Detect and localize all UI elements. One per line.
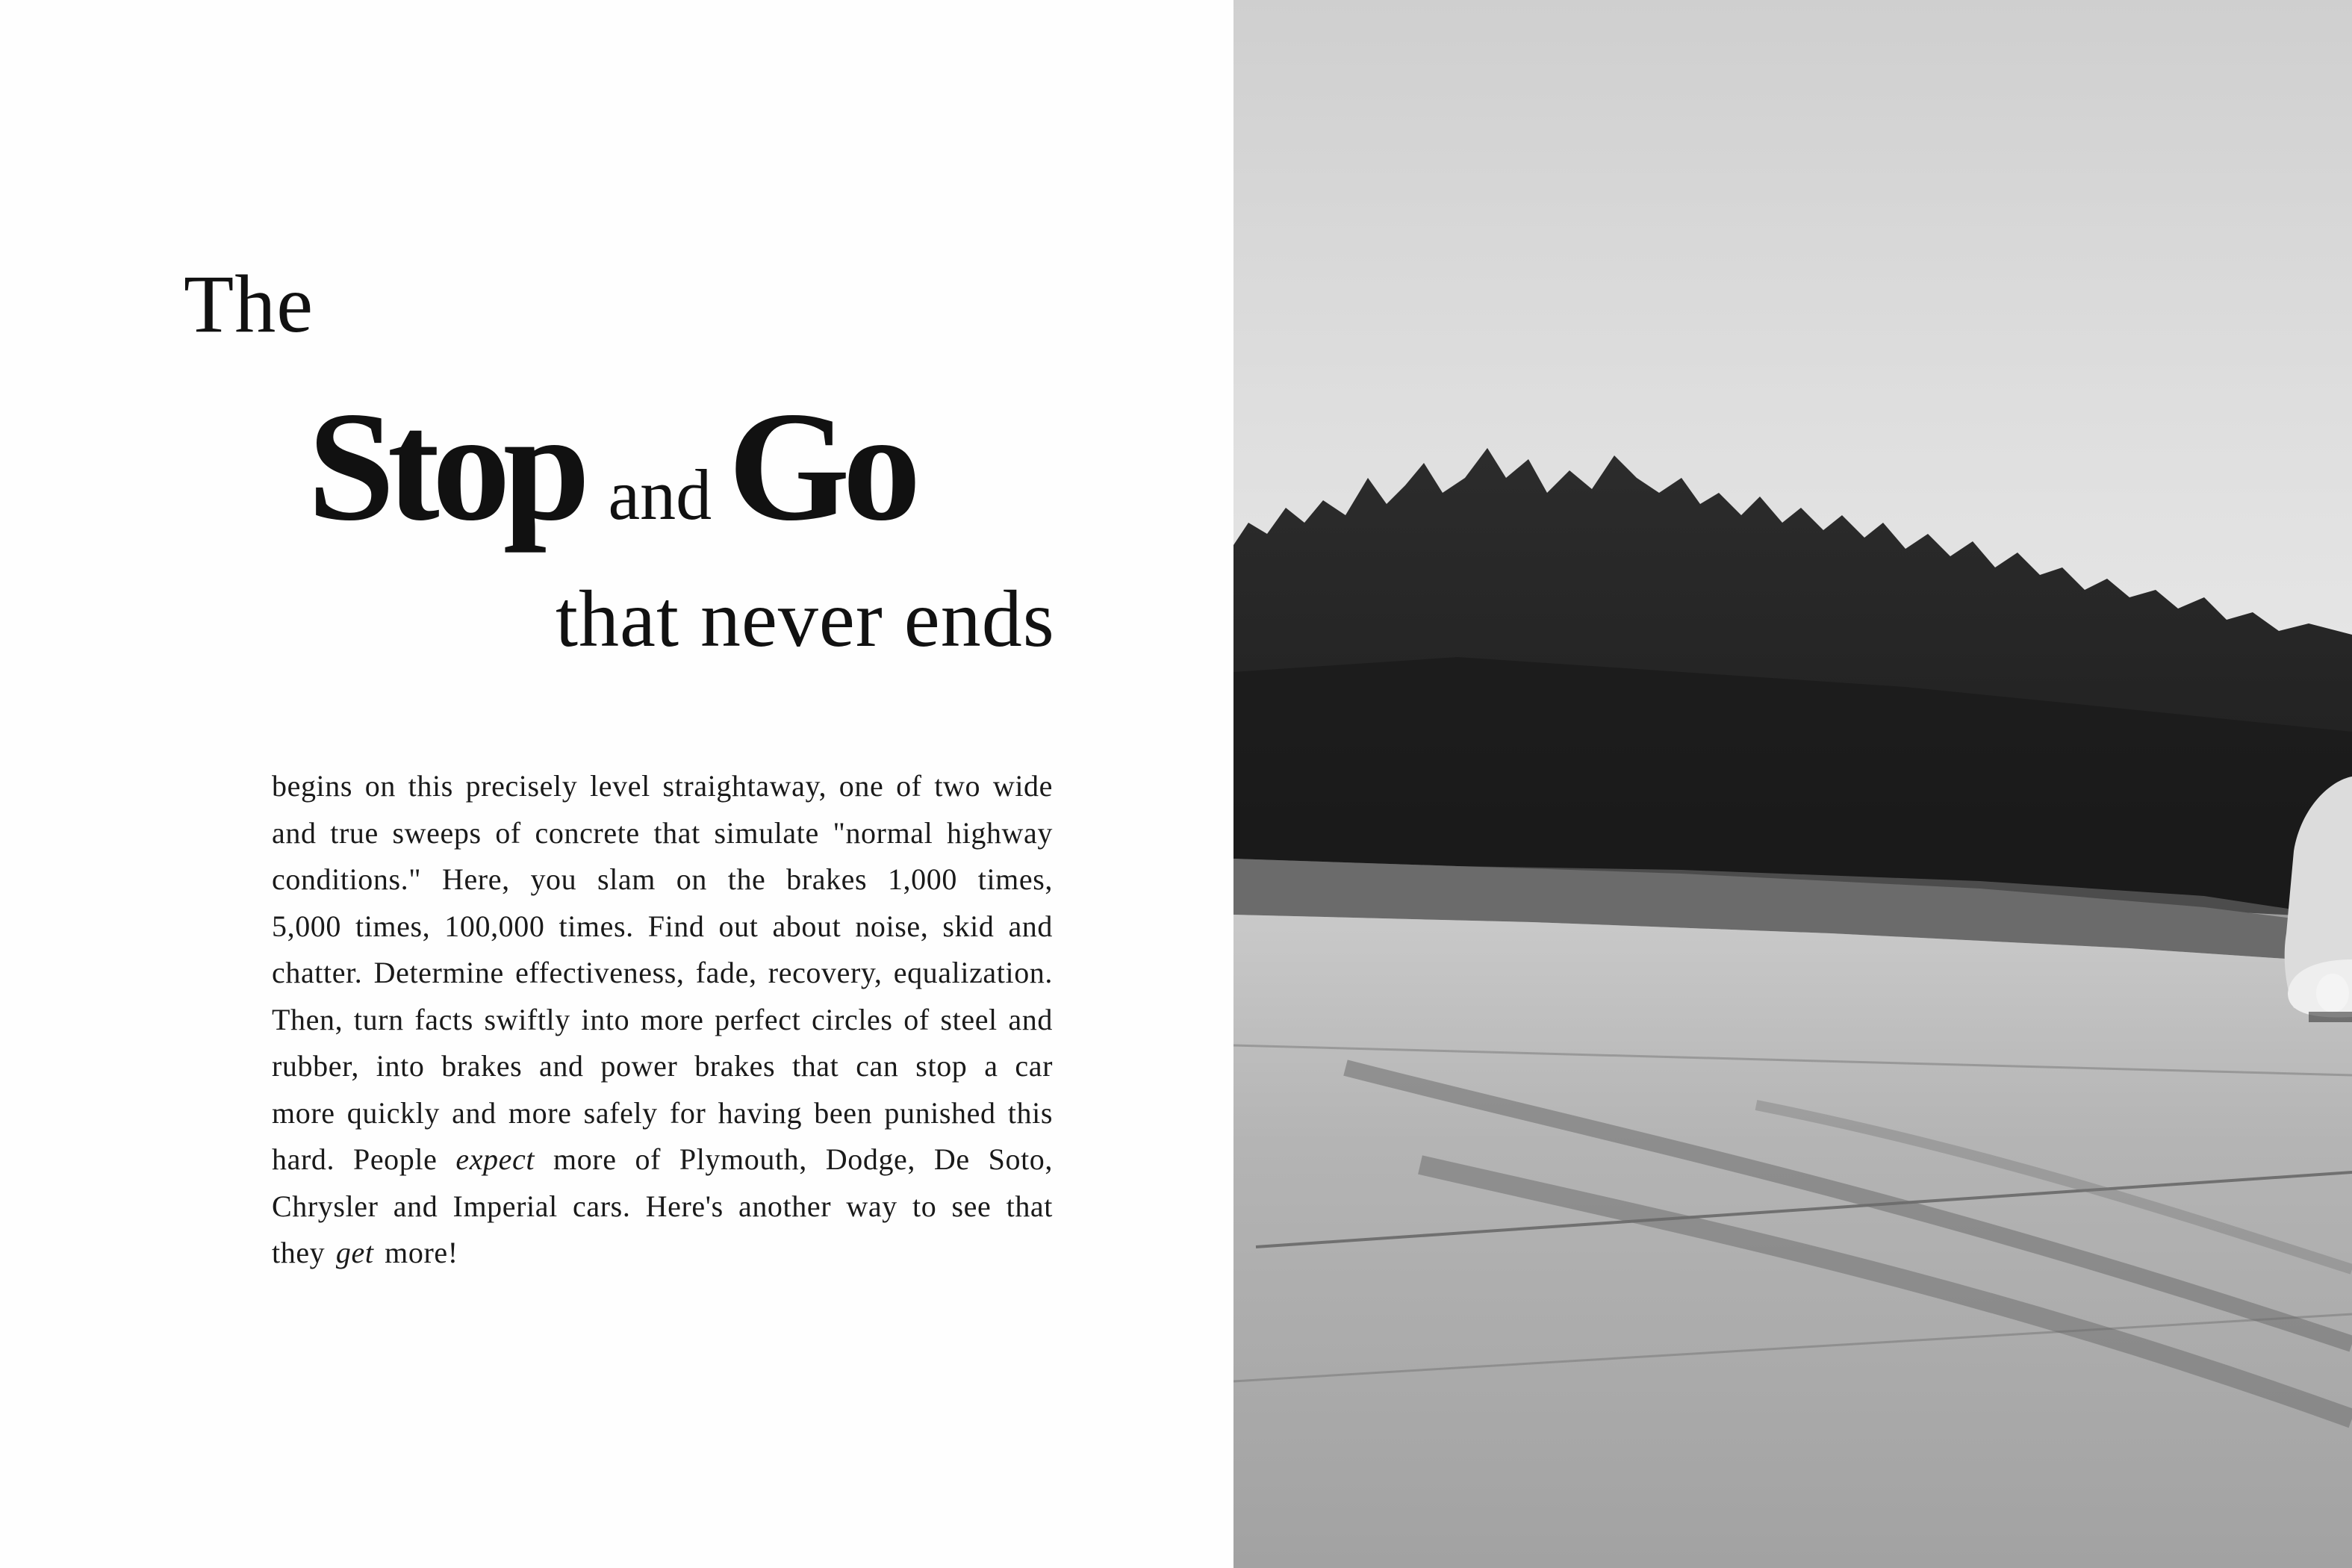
heading-stop-and-go (308, 380, 914, 553)
heading-that-never-ends: that never ends (556, 575, 1055, 664)
body-italic-expect: expect (455, 1142, 535, 1176)
heading-the: The (184, 258, 314, 349)
body-italic-get: get (335, 1236, 374, 1269)
heading-go: Go (728, 380, 914, 553)
car-headlight (2316, 974, 2349, 1012)
body-text-part3: more! (385, 1236, 458, 1269)
test-track-photo (1233, 0, 2352, 1568)
heading-and: and (608, 455, 712, 535)
body-text-part1: begins on this precisely level straightaway, one of two wide and true sweeps of concrete that simulate "normal highway conditions." Here, you slam on the brakes 1,000 times, 5,000 times, 100,000 times. Find out about noise, skid and chatter. Determine effectiveness, fade, recovery, equalization. Then, turn facts swiftly into more perfect circles of steel and rubber, into brakes and power brakes that can stop a car more quickly and more safely for having been punished this hard. People (272, 769, 1053, 1176)
heading-stop: Stop (308, 380, 583, 553)
car-shadow (2309, 1012, 2352, 1022)
body-text-part2: more of Plymouth, Dodge, De Soto, Chrysler and Imperial cars. Here's another way to see that they (272, 1142, 1053, 1269)
body-paragraph (272, 763, 1053, 1277)
